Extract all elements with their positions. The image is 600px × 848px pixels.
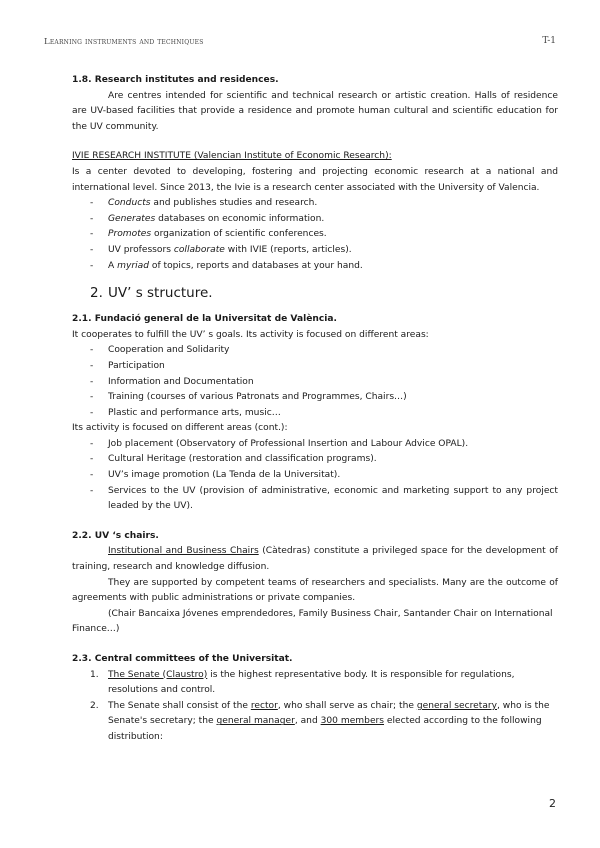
fundacio-areas-list — [72, 343, 558, 421]
members-link[interactable]: 300 members — [320, 716, 385, 727]
section-1-8-paragraph: Are centres intended for scientific and technical research or artistic creation. Halls of residence are UV-based facilities that provide a residence and promote human cultural and scientific education for the UV community. — [72, 90, 558, 132]
section-2-1-intro-cont: Its activity is focused on different areas (cont.): — [72, 423, 288, 434]
list-item: - Promotes organization of scientific conferences. — [90, 229, 327, 240]
list-item: - Information and Documentation — [90, 376, 254, 387]
section-2-1-title: 2.1. Fundació general de la Universitat de València. — [72, 314, 337, 325]
general-manager-link[interactable]: general manager — [216, 716, 295, 727]
list-item: - Job placement (Observatory of Professional Insertion and Labour Advice OPAL). — [90, 438, 469, 449]
section-2-3-title: 2.3. Central committees of the Universitat. — [72, 654, 293, 664]
list-item: - Services to the UV (provision of administrative, economic and marketing support to any project leaded by the UV). — [90, 485, 558, 512]
list-item: - Plastic and performance arts, music… — [90, 407, 281, 418]
chairs-link[interactable]: Institutional and Business Chairs — [108, 546, 259, 557]
general-secretary-link[interactable]: general secretary — [416, 700, 498, 711]
list-item: 1. The Senate (Claustro) is the highest representative body. It is responsible for regulations, resolutions and control. — [90, 669, 515, 696]
section-2-2-title: 2.2. UV ‘s chairs. — [72, 530, 159, 541]
section-2-1-intro: It cooperates to fulfill the UV’ s goals. Its activity is focused on different areas: — [72, 329, 429, 340]
running-header-title: Learning instruments and techniques — [44, 37, 204, 47]
list-item: - Generates databases on economic information. — [90, 213, 325, 224]
ivie-bullet-list — [72, 196, 558, 274]
ivie-heading: IVIE RESEARCH INSTITUTE (Valencian Institute of Economic Research): — [72, 151, 392, 162]
rector-link[interactable]: rector — [250, 700, 278, 711]
list-item: - Cultural Heritage (restoration and classification programs). — [90, 454, 377, 465]
document-body — [72, 73, 558, 746]
list-item: - UV professors collaborate with IVIE (reports, articles). — [90, 244, 352, 255]
section-2-2-paragraph-1: Institutional and Business Chairs (Càtedras) constitute a privileged space for the development of training, research and knowledge diffusion. — [72, 546, 558, 573]
list-item: - UV’s image promotion (La Tenda de la Universitat). — [90, 470, 341, 481]
section-1-8-title: 1.8. Research institutes and residences. — [72, 75, 279, 85]
fundacio-areas-list-cont — [72, 437, 558, 515]
section-2-heading: 2. UV’ s structure. — [90, 285, 213, 302]
list-item: - Conducts and publishes studies and research. — [90, 198, 318, 209]
senate-link[interactable]: The Senate (Claustro) — [108, 669, 208, 680]
list-item: 2. The Senate shall consist of the rector, who shall serve as chair; the general secretary, who is the Senate's secretary; the general manager, and 300 members elected according to the following distribution: — [90, 700, 550, 742]
list-item: - Participation — [90, 360, 165, 371]
running-header-code: T-1 — [542, 36, 556, 46]
list-item: - Cooperation and Solidarity — [90, 345, 230, 356]
ivie-paragraph: Is a center devoted to developing, fostering and projecting economic research at a national and international level. Since 2013, the Ivie is a research center associated with the University of Valencia. — [72, 166, 558, 193]
section-2-2-paragraph-2: They are supported by competent teams of researchers and specialists. Many are the outcome of agreements with public administrations or private companies. — [72, 577, 558, 604]
list-item: - Training (courses of various Patronats and Programmes, Chairs…) — [90, 392, 407, 403]
page-number: 2 — [549, 797, 556, 810]
central-committees-list — [72, 668, 558, 746]
list-item: - A myriad of topics, reports and databases at your hand. — [90, 260, 363, 271]
section-2-2-paragraph-3: (Chair Bancaixa Jóvenes emprendedores, Family Business Chair, Santander Chair on International Finance…) — [72, 608, 553, 635]
